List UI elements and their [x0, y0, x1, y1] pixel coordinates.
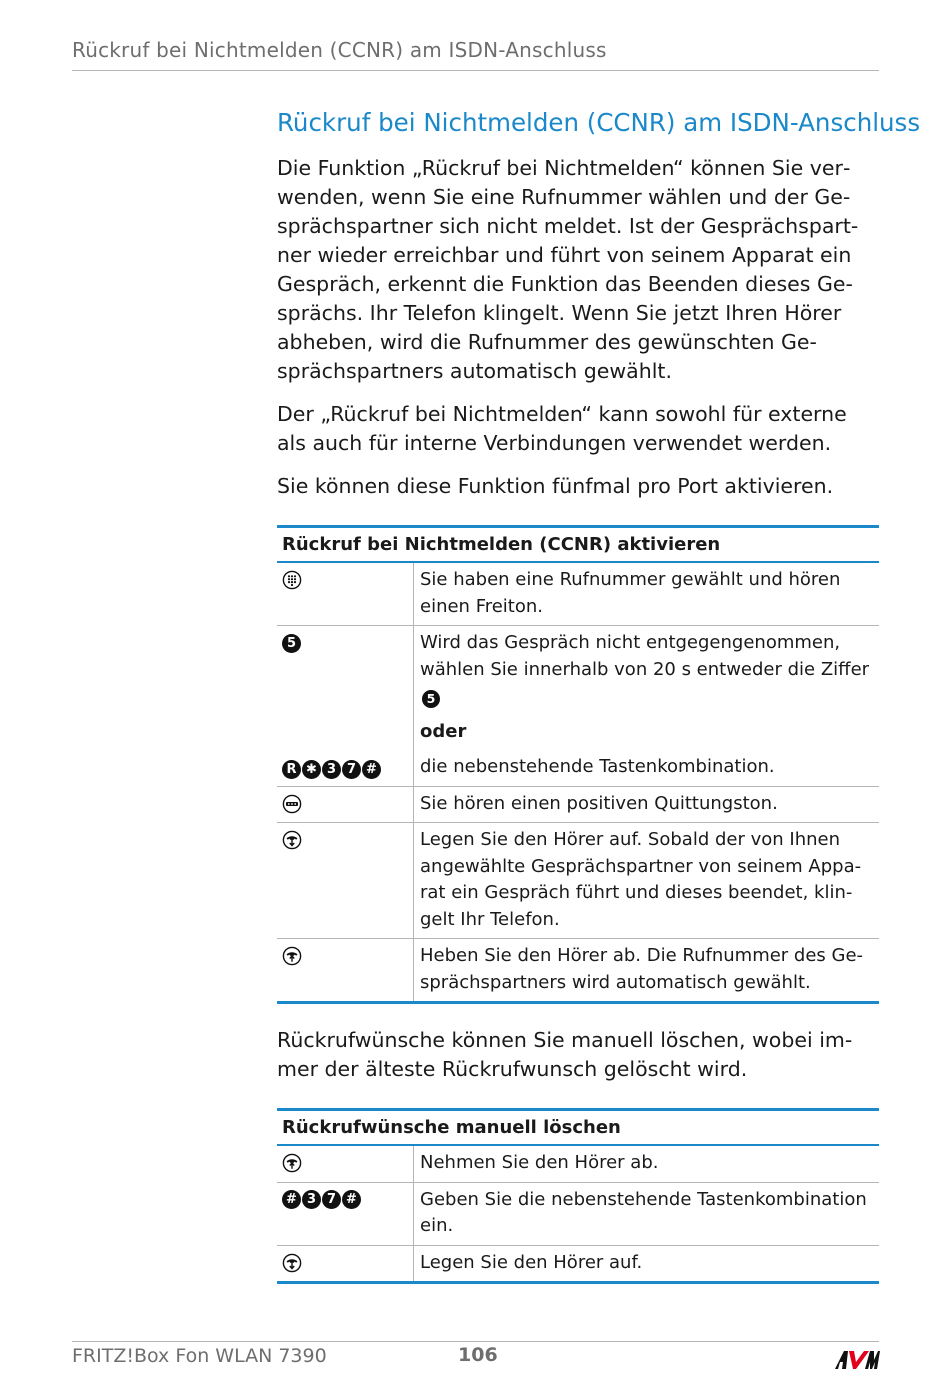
step-text: Legen Sie den Hörer auf. Sobald der von Ihnen angewählte Gesprächspartner von seinem Apparat ein Gespräch führt und dieses beendet, klingelt Ihr Telefon.	[414, 823, 880, 939]
step-text: Wird das Gespräch nicht entgegengenommen, wählen Sie innerhalb von 20 s entweder die Ziffer	[420, 632, 870, 680]
header-divider	[72, 70, 879, 71]
activate-ccnr-table	[277, 525, 879, 1004]
footer-divider	[72, 1341, 879, 1342]
step-text: Sie hören einen positiven Quittungston.	[414, 786, 880, 823]
table-row	[277, 1182, 879, 1245]
key-5-icon: 5	[282, 634, 301, 653]
hang-up-icon	[282, 830, 302, 850]
key-sequence	[282, 634, 301, 653]
pick-up-icon	[282, 1153, 302, 1173]
step-text: Geben Sie die nebenstehende Tastenkombination ein.	[414, 1182, 880, 1245]
step-text: die nebenstehende Tastenkombination.	[420, 756, 775, 777]
key-hash-icon: #	[282, 1190, 301, 1209]
delete-intro-paragraph: Rückrufwünsche können Sie manuell löschen, wobei immer der älteste Rückrufwunsch gelöscht wird.	[277, 1028, 853, 1081]
keypad-icon	[282, 570, 302, 590]
key-sequence	[282, 1190, 361, 1209]
key-3-icon: 3	[322, 760, 341, 779]
key-sequence	[282, 760, 381, 779]
footer-product: FRITZ!Box Fon WLAN 7390	[72, 1345, 327, 1367]
avm-logo	[834, 1348, 880, 1370]
table-heading: Rückruf bei Nichtmelden (CCNR) aktivieren	[277, 527, 879, 563]
table-row	[277, 786, 879, 823]
scope-paragraph: Der „Rückruf bei Nichtmelden“ kann sowohl für externe als auch für interne Verbindungen verwendet werden.	[277, 402, 847, 455]
table-row	[277, 562, 879, 626]
key-star-icon: ✱	[302, 760, 321, 779]
step-text: Sie haben eine Rufnummer gewählt und hören einen Freiton.	[420, 569, 841, 617]
running-header: Rückruf bei Nichtmelden (CCNR) am ISDN-Anschluss	[72, 38, 607, 62]
intro-paragraph: Die Funktion „Rückruf bei Nichtmelden“ können Sie verwenden, wenn Sie eine Rufnummer wählen und der Gesprächspartner sich nicht meldet. Ist der Gesprächspartner wieder erreichbar und führt von seinem Apparat ein Gespräch, erkennt die Funktion das Beenden dieses Gesprächs. Ihr Telefon klingelt. Wenn Sie jetzt Ihren Hörer abheben, wird die Rufnummer des gewünschten Gesprächspartners automatisch gewählt.	[277, 156, 859, 383]
table-row	[277, 823, 879, 939]
table-heading: Rückrufwünsche manuell löschen	[277, 1110, 879, 1146]
key-7-icon: 7	[322, 1190, 341, 1209]
confirmation-tone-icon	[282, 794, 302, 814]
key-hash-icon: #	[342, 1190, 361, 1209]
key-hash-icon: #	[362, 760, 381, 779]
step-text: Nehmen Sie den Hörer ab.	[420, 1152, 659, 1173]
section-title: Rückruf bei Nichtmelden (CCNR) am ISDN-Anschluss	[277, 108, 921, 137]
table-row	[277, 626, 879, 787]
key-r-icon: R	[282, 760, 301, 779]
step-text: Legen Sie den Hörer auf.	[414, 1245, 880, 1283]
limit-paragraph: Sie können diese Funktion fünfmal pro Port aktivieren.	[277, 474, 834, 498]
key-7-icon: 7	[342, 760, 361, 779]
page-number: 106	[458, 1344, 498, 1366]
or-label: oder	[420, 720, 467, 742]
pick-up-icon	[282, 946, 302, 966]
hang-up-icon	[282, 1253, 302, 1273]
table-row	[277, 939, 879, 1003]
key-3-icon: 3	[302, 1190, 321, 1209]
delete-callbacks-table	[277, 1108, 879, 1284]
table-row	[277, 1245, 879, 1283]
main-content	[277, 106, 921, 1306]
key-5-icon: 5	[422, 690, 440, 708]
step-text: Heben Sie den Hörer ab. Die Rufnummer des Gesprächspartners wird automatisch gewählt.	[414, 939, 880, 1003]
table-row	[277, 1145, 879, 1182]
